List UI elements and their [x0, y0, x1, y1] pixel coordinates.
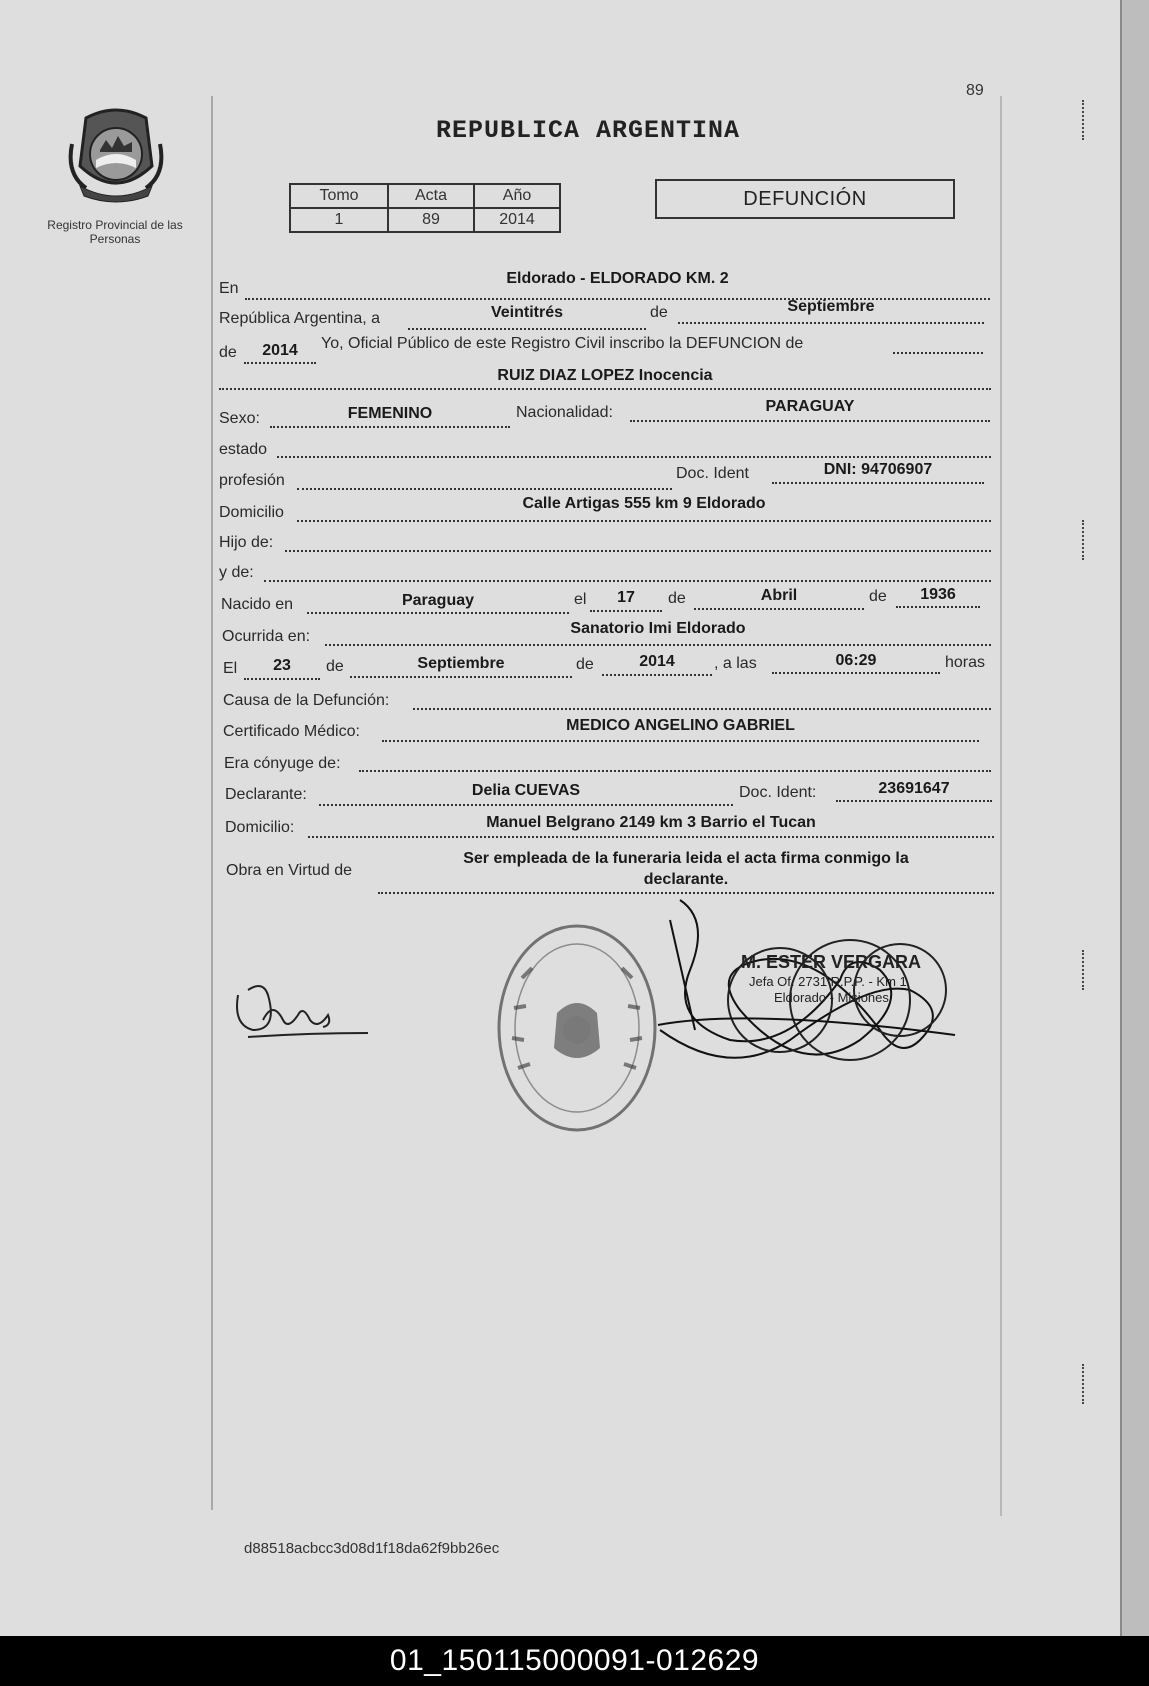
scan-id: 01_150115000091-012629 — [389, 1644, 760, 1677]
conyuge-line — [359, 748, 991, 772]
record-table-value-row — [290, 208, 560, 232]
causa-line — [413, 686, 991, 710]
nacionalidad-value: PARAGUAY — [765, 398, 855, 415]
ocurrida-value: Sanatorio Imi Eldorado — [570, 620, 746, 637]
province-emblem-icon — [66, 104, 166, 208]
estado-label: estado — [219, 441, 268, 458]
conyuge-label: Era cónyuge de: — [224, 755, 341, 772]
hijo-line — [285, 528, 991, 552]
nacionalidad-label: Nacionalidad: — [516, 404, 613, 421]
page-edge — [1120, 0, 1149, 1636]
officer-line-end — [893, 330, 983, 354]
ocurrida-label: Ocurrida en: — [222, 628, 311, 645]
tomo-value: 1 — [290, 208, 388, 232]
officer-place: Eldorado - Misiones — [774, 990, 889, 1005]
declarante-label: Declarante: — [225, 786, 307, 803]
domicilio-value: Calle Artigas 555 km 9 Eldorado — [522, 495, 766, 512]
declarante-value: Delia CUEVAS — [471, 782, 581, 799]
certificado-label: Certificado Médico: — [223, 723, 360, 740]
death-time-value: 06:29 — [835, 652, 877, 669]
estado-line — [277, 434, 991, 458]
obra-value-line2: declarante. — [643, 871, 729, 888]
sexo-value: FEMENINO — [347, 405, 433, 422]
de-label-5: de — [326, 658, 344, 675]
en-value: Eldorado - ELDORADO KM. 2 — [506, 270, 729, 287]
causa-label: Causa de la Defunción: — [223, 692, 390, 709]
act-type-box: DEFUNCIÓN — [655, 179, 955, 219]
domicilio-label: Domicilio — [219, 504, 284, 521]
record-table — [289, 183, 561, 233]
de-label-4: de — [869, 588, 887, 605]
republica-label: República Argentina, a — [219, 310, 380, 327]
domicilio2-value: Manuel Belgrano 2149 km 3 Barrio el Tucan — [486, 814, 816, 831]
country-title: REPUBLICA ARGENTINA — [436, 116, 741, 145]
acta-label: Acta — [388, 184, 474, 208]
de-label-2: de — [219, 344, 237, 361]
deceased-name: RUIZ DIAZ LOPEZ Inocencia — [497, 367, 713, 384]
nacido-label: Nacido en — [221, 596, 294, 613]
profesion-line — [297, 466, 672, 490]
record-table-header-row — [290, 184, 560, 208]
de-label-6: de — [576, 656, 594, 673]
obra-value-line1: Ser empleada de la funeraria leida el acta firma conmigo la — [463, 850, 909, 867]
horas-label: horas — [945, 654, 986, 671]
birth-month-value: Abril — [760, 587, 798, 604]
declarante-doc-label: Doc. Ident: — [739, 784, 817, 801]
death-day-value: 23 — [273, 657, 291, 674]
registry-name: Registro Provincial de las Personas — [47, 218, 183, 246]
el-label: el — [574, 591, 587, 608]
official-seal-icon — [492, 918, 662, 1138]
form-border-left — [211, 96, 213, 1510]
form-border-right — [1000, 96, 1002, 1516]
obra-label: Obra en Virtud de — [226, 862, 353, 879]
acta-value: 89 — [388, 208, 474, 232]
page-number: 89 — [966, 82, 984, 99]
death-year-value: 2014 — [639, 653, 675, 670]
doc-ident-value: DNI: 94706907 — [823, 461, 933, 478]
year-value: 2014 — [262, 342, 298, 359]
certificado-value: MEDICO ANGELINO GABRIEL — [566, 717, 795, 734]
yde-label: y de: — [219, 564, 254, 581]
death-month-value: Septiembre — [417, 655, 505, 672]
binding-mark — [1082, 520, 1092, 560]
officer-statement: Yo, Oficial Público de este Registro Civil inscribo la DEFUNCION de — [321, 335, 804, 352]
month-value: Septiembre — [787, 298, 875, 315]
nacido-value: Paraguay — [401, 592, 475, 609]
de-label-1: de — [650, 304, 668, 321]
birth-year-value: 1936 — [920, 586, 956, 603]
binding-mark — [1082, 950, 1092, 990]
hijo-label: Hijo de: — [219, 534, 274, 551]
day-written-value: Veintitrés — [490, 304, 564, 321]
binding-mark — [1082, 100, 1092, 140]
doc-ident-label: Doc. Ident — [676, 465, 749, 482]
declarante-doc-value: 23691647 — [878, 780, 950, 797]
scan-id-bar — [0, 1636, 1149, 1686]
birth-day-value: 17 — [617, 589, 635, 606]
anio-label: Año — [474, 184, 560, 208]
declarant-signature-icon — [228, 975, 378, 1055]
binding-mark — [1082, 1364, 1092, 1404]
domicilio2-label: Domicilio: — [225, 819, 295, 836]
anio-value: 2014 — [474, 208, 560, 232]
a-las-label: , a las — [714, 655, 757, 672]
de-label-3: de — [668, 590, 686, 607]
yde-line — [264, 558, 991, 582]
profesion-label: profesión — [219, 472, 285, 489]
officer-title: Jefa Of. 2731 R.P.P. - Km 1 — [749, 974, 907, 989]
document-hash: d88518acbcc3d08d1f18da62f9bb26ec — [244, 1540, 500, 1557]
el2-label: El — [223, 660, 238, 677]
tomo-label: Tomo — [290, 184, 388, 208]
en-label: En — [219, 280, 239, 297]
officer-name: M. ESTER VERGARA — [741, 952, 922, 972]
sexo-label: Sexo: — [219, 410, 260, 427]
